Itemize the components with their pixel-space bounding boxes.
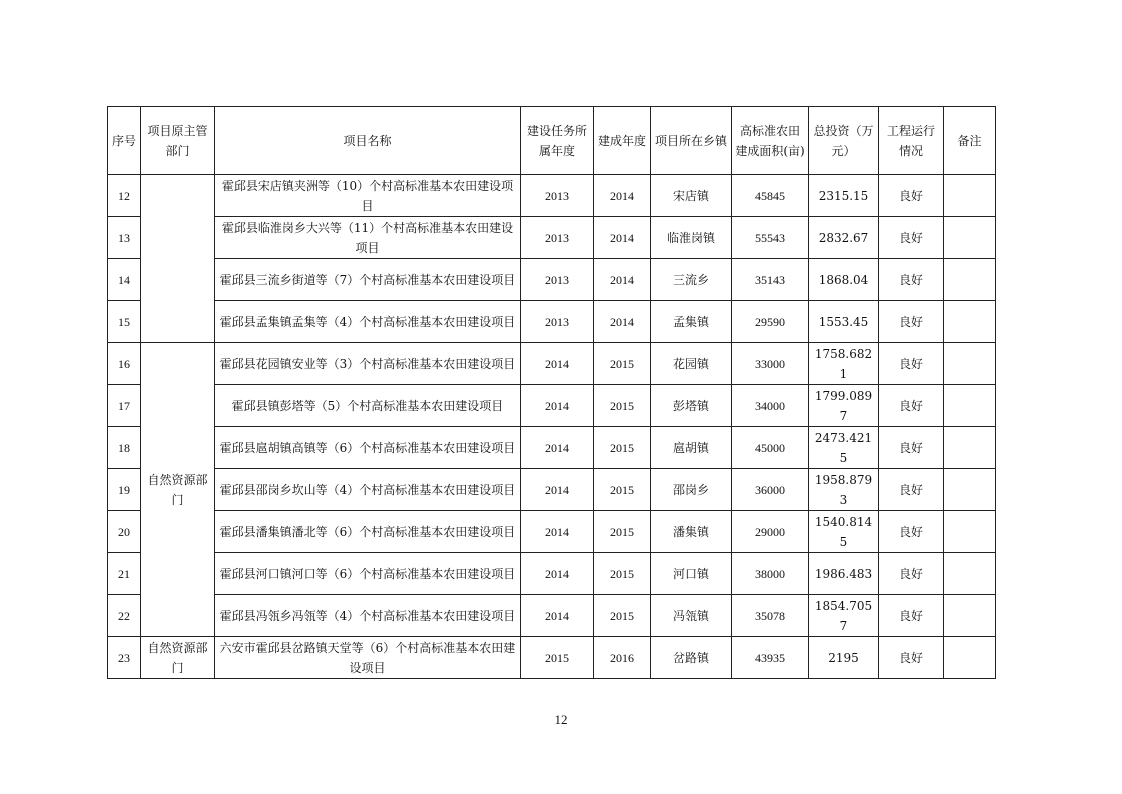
- header-invest: 总投资（万元）: [809, 107, 879, 175]
- cell-seq: 16: [108, 343, 141, 385]
- table-row: [108, 301, 996, 343]
- cell-task-year: 2015: [521, 637, 594, 679]
- cell-note: [944, 301, 996, 343]
- cell-invest: 1958.8793: [809, 469, 879, 511]
- cell-status: 良好: [879, 553, 944, 595]
- cell-seq: 15: [108, 301, 141, 343]
- cell-town: 邵岗乡: [651, 469, 732, 511]
- cell-done-year: 2015: [594, 427, 651, 469]
- cell-note: [944, 553, 996, 595]
- cell-name: 霍邱县三流乡街道等（7）个村高标准基本农田建设项目: [215, 259, 521, 301]
- header-name: 项目名称: [215, 107, 521, 175]
- cell-status: 良好: [879, 637, 944, 679]
- cell-done-year: 2015: [594, 343, 651, 385]
- cell-seq: 13: [108, 217, 141, 259]
- cell-task-year: 2014: [521, 553, 594, 595]
- cell-note: [944, 385, 996, 427]
- cell-area: 55543: [732, 217, 809, 259]
- cell-town: 潘集镇: [651, 511, 732, 553]
- cell-area: 36000: [732, 469, 809, 511]
- cell-task-year: 2014: [521, 427, 594, 469]
- cell-done-year: 2015: [594, 511, 651, 553]
- header-task-year: 建设任务所属年度: [521, 107, 594, 175]
- cell-done-year: 2014: [594, 259, 651, 301]
- table-row: [108, 427, 996, 469]
- cell-note: [944, 343, 996, 385]
- cell-seq: 22: [108, 595, 141, 637]
- cell-name: 霍邱县扈胡镇高镇等（6）个村高标准基本农田建设项目: [215, 427, 521, 469]
- cell-note: [944, 595, 996, 637]
- cell-note: [944, 259, 996, 301]
- cell-note: [944, 511, 996, 553]
- cell-town: 花园镇: [651, 343, 732, 385]
- cell-note: [944, 427, 996, 469]
- cell-note: [944, 469, 996, 511]
- cell-status: 良好: [879, 259, 944, 301]
- cell-town: 三流乡: [651, 259, 732, 301]
- cell-task-year: 2013: [521, 259, 594, 301]
- header-area: 高标准农田建成面积(亩): [732, 107, 809, 175]
- cell-done-year: 2015: [594, 469, 651, 511]
- cell-name: 霍邱县潘集镇潘北等（6）个村高标准基本农田建设项目: [215, 511, 521, 553]
- cell-done-year: 2016: [594, 637, 651, 679]
- table-row: [108, 553, 996, 595]
- cell-status: 良好: [879, 301, 944, 343]
- table-row: [108, 217, 996, 259]
- cell-invest: 1854.7057: [809, 595, 879, 637]
- cell-area: 45845: [732, 175, 809, 217]
- cell-task-year: 2014: [521, 595, 594, 637]
- header-note: 备注: [944, 107, 996, 175]
- cell-done-year: 2014: [594, 217, 651, 259]
- cell-seq: 23: [108, 637, 141, 679]
- cell-invest: 1553.45: [809, 301, 879, 343]
- header-status: 工程运行情况: [879, 107, 944, 175]
- cell-name: 霍邱县宋店镇夹洲等（10）个村高标准基本农田建设项目: [215, 175, 521, 217]
- cell-done-year: 2014: [594, 301, 651, 343]
- cell-town: 岔路镇: [651, 637, 732, 679]
- cell-task-year: 2014: [521, 511, 594, 553]
- cell-area: 38000: [732, 553, 809, 595]
- cell-dept: 自然资源部门: [141, 637, 215, 679]
- cell-town: 宋店镇: [651, 175, 732, 217]
- cell-name: 霍邱县邵岗乡坎山等（4）个村高标准基本农田建设项目: [215, 469, 521, 511]
- cell-invest: 1799.0897: [809, 385, 879, 427]
- cell-town: 河口镇: [651, 553, 732, 595]
- cell-task-year: 2014: [521, 469, 594, 511]
- header-town: 项目所在乡镇: [651, 107, 732, 175]
- cell-name: 六安市霍邱县岔路镇天堂等（6）个村高标准基本农田建设项目: [215, 637, 521, 679]
- table-row: [108, 175, 996, 217]
- cell-town: 临淮岗镇: [651, 217, 732, 259]
- cell-task-year: 2013: [521, 175, 594, 217]
- cell-seq: 21: [108, 553, 141, 595]
- cell-area: 34000: [732, 385, 809, 427]
- cell-invest: 1758.6821: [809, 343, 879, 385]
- cell-area: 29590: [732, 301, 809, 343]
- table-row: [108, 637, 996, 679]
- header-done-year: 建成年度: [594, 107, 651, 175]
- cell-note: [944, 217, 996, 259]
- cell-invest: 1986.483: [809, 553, 879, 595]
- cell-area: 35078: [732, 595, 809, 637]
- cell-status: 良好: [879, 595, 944, 637]
- header-dept: 项目原主管部门: [141, 107, 215, 175]
- cell-town: 孟集镇: [651, 301, 732, 343]
- table-header-row: [108, 107, 996, 175]
- cell-town: 冯瓴镇: [651, 595, 732, 637]
- page-number: 12: [554, 712, 568, 727]
- table-row: [108, 469, 996, 511]
- cell-seq: 12: [108, 175, 141, 217]
- cell-seq: 19: [108, 469, 141, 511]
- cell-area: 35143: [732, 259, 809, 301]
- cell-name: 霍邱县镇彭塔等（5）个村高标准基本农田建设项目: [215, 385, 521, 427]
- cell-name: 霍邱县花园镇安业等（3）个村高标准基本农田建设项目: [215, 343, 521, 385]
- cell-note: [944, 637, 996, 679]
- cell-dept-group: 自然资源部门: [141, 343, 215, 637]
- cell-status: 良好: [879, 469, 944, 511]
- cell-area: 29000: [732, 511, 809, 553]
- cell-status: 良好: [879, 511, 944, 553]
- cell-invest: 2195: [809, 637, 879, 679]
- cell-status: 良好: [879, 175, 944, 217]
- cell-seq: 20: [108, 511, 141, 553]
- cell-dept-empty: [141, 175, 215, 343]
- cell-invest: 2473.4215: [809, 427, 879, 469]
- cell-name: 霍邱县临淮岗乡大兴等（11）个村高标准基本农田建设项目: [215, 217, 521, 259]
- table-row: [108, 385, 996, 427]
- cell-area: 43935: [732, 637, 809, 679]
- cell-status: 良好: [879, 427, 944, 469]
- cell-note: [944, 175, 996, 217]
- table-row: [108, 259, 996, 301]
- cell-done-year: 2015: [594, 595, 651, 637]
- cell-invest: 2832.67: [809, 217, 879, 259]
- cell-invest: 1868.04: [809, 259, 879, 301]
- cell-town: 彭塔镇: [651, 385, 732, 427]
- cell-name: 霍邱县孟集镇孟集等（4）个村高标准基本农田建设项目: [215, 301, 521, 343]
- cell-status: 良好: [879, 217, 944, 259]
- cell-task-year: 2013: [521, 301, 594, 343]
- cell-task-year: 2013: [521, 217, 594, 259]
- cell-area: 45000: [732, 427, 809, 469]
- header-seq: 序号: [108, 107, 141, 175]
- table-row: [108, 511, 996, 553]
- cell-seq: 18: [108, 427, 141, 469]
- table-row: [108, 343, 996, 385]
- cell-name: 霍邱县河口镇河口等（6）个村高标准基本农田建设项目: [215, 553, 521, 595]
- cell-done-year: 2015: [594, 385, 651, 427]
- cell-area: 33000: [732, 343, 809, 385]
- cell-task-year: 2014: [521, 385, 594, 427]
- table-row: [108, 595, 996, 637]
- cell-invest: 2315.15: [809, 175, 879, 217]
- cell-task-year: 2014: [521, 343, 594, 385]
- cell-seq: 14: [108, 259, 141, 301]
- cell-done-year: 2014: [594, 175, 651, 217]
- cell-seq: 17: [108, 385, 141, 427]
- cell-town: 扈胡镇: [651, 427, 732, 469]
- cell-invest: 1540.8145: [809, 511, 879, 553]
- cell-status: 良好: [879, 385, 944, 427]
- project-table: [107, 106, 996, 679]
- cell-status: 良好: [879, 343, 944, 385]
- cell-done-year: 2015: [594, 553, 651, 595]
- cell-name: 霍邱县冯瓴乡冯瓴等（4）个村高标准基本农田建设项目: [215, 595, 521, 637]
